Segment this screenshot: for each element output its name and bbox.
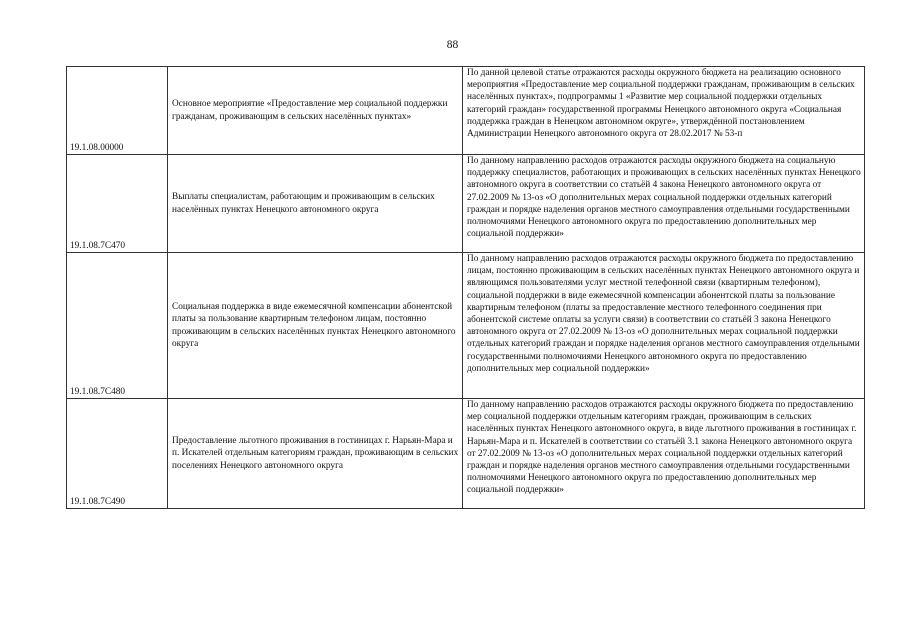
table-row xyxy=(67,253,865,399)
code-cell: 19.1.08.7С490 xyxy=(67,399,168,509)
code-cell: 19.1.08.00000 xyxy=(67,67,168,155)
description-cell: По данному направлению расходов отражаются расходы окружного бюджета по предоставлению мер социальной поддержки отдельным категориям граждан, проживающим в сельских населённых пунктах Ненецкого автономного округа, в виде льготного проживания в гостиницах г. Нарьян-Мара и п. Искателей в соответствии со статьёй 3.1 закона Ненецкого автономного округа от 27.02.2009 № 13-оз «О дополнительных мерах социальной поддержки отдельных категорий граждан и порядке наделения органов местного самоуправления отдельными государственными полномочиями Ненецкого автономного округа по предоставлению дополнительных мер социальной поддержки» xyxy=(463,399,865,509)
budget-classification-table xyxy=(66,66,865,509)
name-cell: Социальная поддержка в виде ежемесячной компенсации абонентской платы за пользование квартирным телефоном лицам, постоянно проживающим в сельских населённых пунктах Ненецкого автономного округа xyxy=(168,253,463,399)
page-number: 88 xyxy=(446,39,459,51)
name-cell: Предоставление льготного проживания в гостиницах г. Нарьян-Мара и п. Искателей отдельным категориям граждан, проживающим в сельских поселениях Ненецкого автономного округа xyxy=(168,399,463,509)
description-cell: По данному направлению расходов отражаются расходы окружного бюджета по предоставлению лицам, постоянно проживающим в сельских населённых пунктах Ненецкого автономного округа и являющимся пользователями услуг местной телефонной связи (квартирным телефоном), социальной поддержки в виде ежемесячной компенсации абонентской платы за пользование квартирным телефоном (платы за предоставление местного телефонного соединения при абонентской системе оплаты за услуги связи) в соответствии со статьёй 3 закона Ненецкого автономного округа от 27.02.2009 № 13-оз «О дополнительных мерах социальной поддержки отдельных категорий граждан и порядке наделения органов местного самоуправления отдельными государственными полномочиями Ненецкого автономного округа по предоставлению дополнительных мер социальной поддержки» xyxy=(463,253,865,399)
name-cell: Выплаты специалистам, работающим и проживающим в сельских населённых пунктах Ненецкого автономного округа xyxy=(168,155,463,253)
description-cell: По данной целевой статье отражаются расходы окружного бюджета на реализацию основного мероприятия «Предоставление мер социальной поддержки гражданам, проживающим в сельских населённых пунктах», подпрограммы 1 «Развитие мер социальной поддержки отдельных категорий граждан» государственной программы Ненецкого автономного округа «Социальная поддержка граждан в Ненецком автономном округе», утверждённой постановлением Администрации Ненецкого автономного округа от 28.02.2017 № 53-п xyxy=(463,67,865,155)
code-cell: 19.1.08.7С480 xyxy=(67,253,168,399)
code-cell: 19.1.08.7С470 xyxy=(67,155,168,253)
description-cell: По данному направлению расходов отражаются расходы окружного бюджета на социальную поддержку специалистов, работающих и проживающих в сельских населённых пунктах Ненецкого автономного округа в соответствии со статьёй 4 закона Ненецкого автономного округа от 27.02.2009 № 13-оз «О дополнительных мерах социальной поддержки отдельных категорий граждан и порядке наделения органов местного самоуправления отдельными государственными полномочиями Ненецкого автономного округа по предоставлению дополнительных мер социальной поддержки» xyxy=(463,155,865,253)
table-row xyxy=(67,399,865,509)
table-row xyxy=(67,67,865,155)
table-row xyxy=(67,155,865,253)
name-cell: Основное мероприятие «Предоставление мер социальной поддержки гражданам, проживающим в сельских населённых пунктах» xyxy=(168,67,463,155)
